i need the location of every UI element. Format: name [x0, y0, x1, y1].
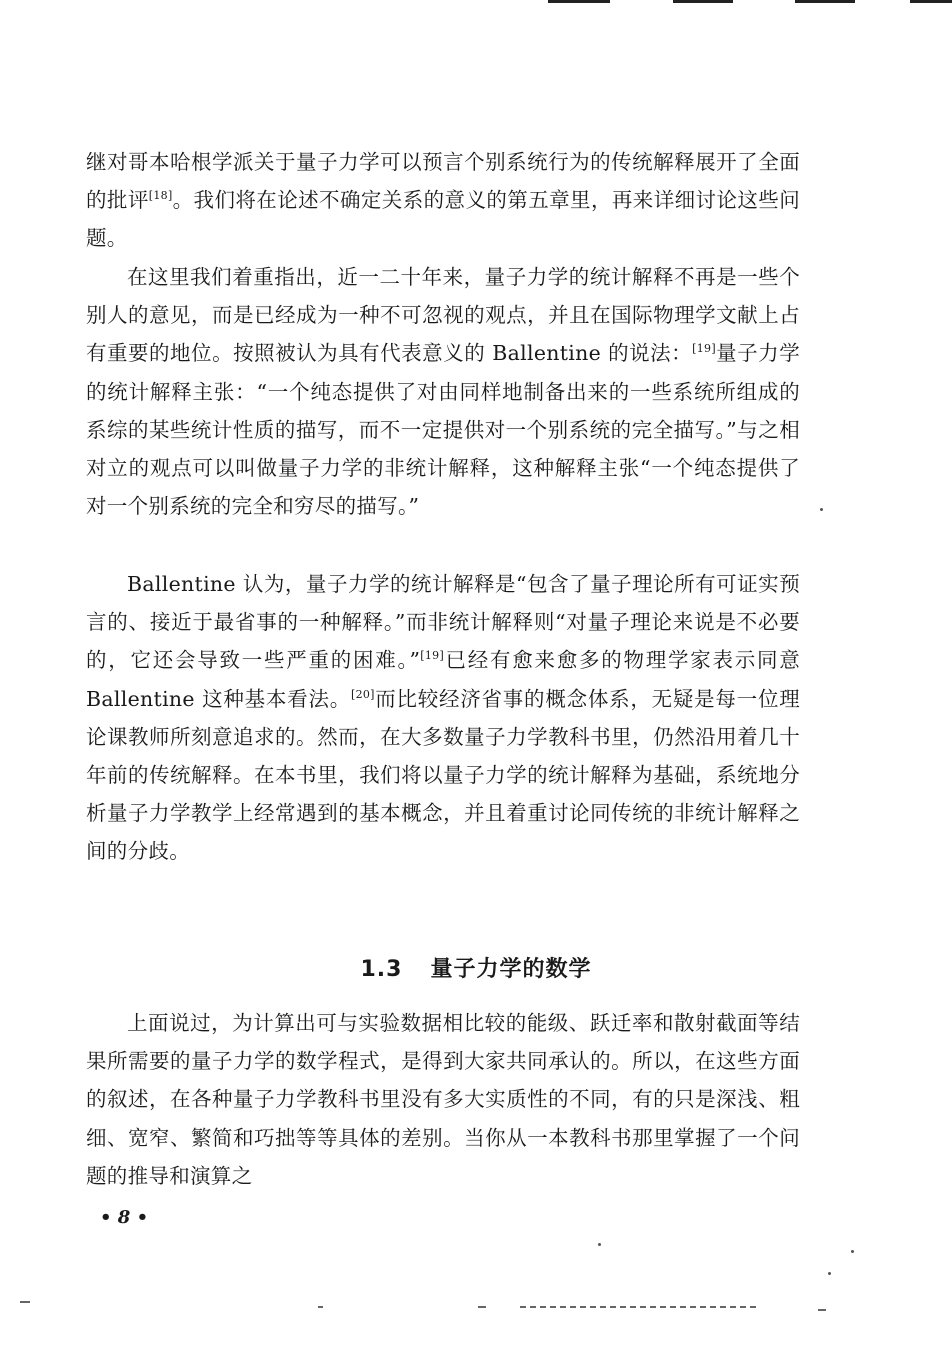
paragraph-text: 继对哥本哈根学派关于量子力学可以预言个别系统行为的传统解释展开了全面的批评	[86, 150, 800, 213]
citation-ref: [20]	[350, 687, 375, 701]
scan-speck	[820, 508, 823, 511]
paragraph-text: 而比较经济省事的概念体系，无疑是每一位理论课教师所刻意追求的。然而，在大多数量子力学教科书里，仍然沿用着几十年前的传统解释。在本书里，我们将以量子力学的统计解释为基础，系统地分析量子力学教学上经常遇到的基本概念，并且着重讨论同传统的非统计解释之间的分歧。	[86, 686, 801, 864]
paragraph	[86, 565, 800, 871]
scan-speck	[478, 1306, 486, 1308]
section-title: 量子力学的数学	[430, 957, 592, 982]
scan-speck	[818, 1309, 826, 1311]
section-number: 1.3	[360, 957, 403, 982]
header-rule	[910, 0, 952, 3]
header-rule	[673, 0, 733, 3]
bleed-through-text	[520, 1306, 760, 1308]
header-rule	[548, 0, 610, 3]
paragraph-text: Ballentine 认为，量子力学的统计解释是“包含了量子理论所有可证实预言的、接近于最省事的一种解释。”而非统计解释则“对量子理论来说是不必要的，它还会导致一些严重的困难。”	[86, 572, 800, 673]
paragraph-text: 。我们将在论述不确定关系的意义的第五章里，再来详细讨论这些问题。	[86, 188, 800, 251]
scan-speck	[828, 1272, 831, 1275]
paragraph	[86, 1004, 800, 1195]
paragraph-text: 量子力学的统计解释主张：“一个纯态提供了对由同样地制备出来的一些系统所组成的系综的某些统计性质的描写，而不一定提供对一个别系统的完全描写。”与之相对立的观点可以叫做量子力学的非统计解释，这种解释主张“一个纯态提供了对一个别系统的完全和穷尽的描写。”	[86, 341, 800, 519]
citation-ref: [19]	[420, 649, 445, 663]
paragraph-text: 已经有愈来愈多的物理学家表示同意 Ballentine 这种基本看法。	[86, 648, 800, 711]
paragraph	[86, 258, 800, 525]
scan-speck	[318, 1306, 323, 1308]
section-heading	[0, 952, 952, 983]
paragraph-text: 在这里我们着重指出，近一二十年来，量子力学的统计解释不再是一些个别人的意见，而是已经成为一种不可忽视的观点，并且在国际物理学文献上占有重要的地位。按照被认为具有代表意义的 Ballentine 的说法：	[86, 265, 800, 366]
paragraph-text: 上面说过，为计算出可与实验数据相比较的能级、跃迁率和散射截面等结果所需要的量子力学的数学程式，是得到大家共同承认的。所以，在这些方面的叙述，在各种量子力学教科书里没有多大实质性的不同，有的只是深浅、粗细、宽窄、繁简和巧拙等等具体的差别。当你从一本教科书那里掌握了一个问题的推导和演算之	[86, 1011, 800, 1188]
page-number: • 8 •	[100, 1207, 149, 1228]
citation-ref: [18]	[148, 189, 173, 203]
paragraph-continued	[86, 143, 800, 258]
scan-speck	[20, 1301, 30, 1303]
citation-ref: [19]	[692, 342, 716, 356]
scan-speck	[851, 1250, 854, 1253]
scan-speck	[598, 1243, 601, 1246]
header-rule	[795, 0, 855, 3]
